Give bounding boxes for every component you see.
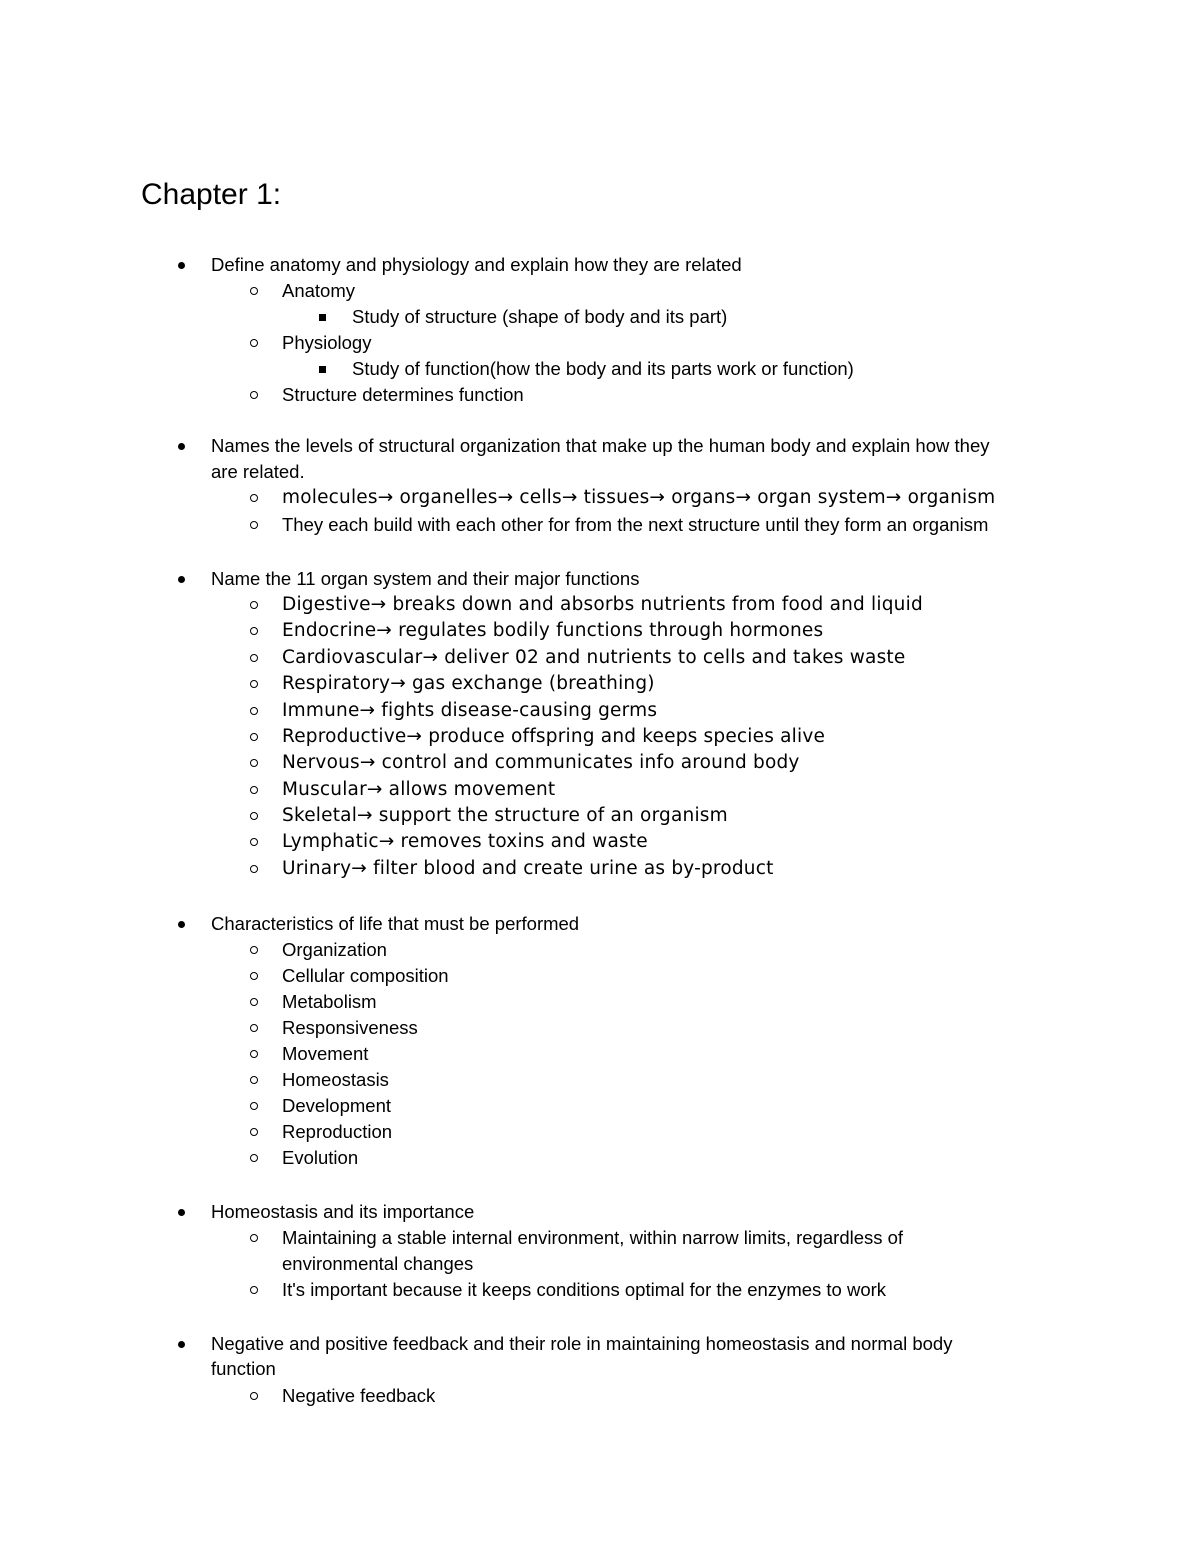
- list-item: Respiratory→ gas exchange (breathing): [282, 671, 655, 697]
- circle-bullet-icon: [250, 1024, 258, 1032]
- circle-bullet-icon: [250, 733, 258, 741]
- section-heading: Negative and positive feedback and their role in maintaining homeostasis and normal body: [211, 1331, 952, 1357]
- list-item: Anatomy: [282, 278, 355, 304]
- list-item: Reproduction: [282, 1119, 392, 1145]
- list-item: Responsiveness: [282, 1015, 418, 1041]
- list-item: Homeostasis: [282, 1067, 389, 1093]
- page-title: Chapter 1:: [141, 178, 282, 211]
- list-item: Cardiovascular→ deliver 02 and nutrients to cells and takes waste: [282, 645, 905, 671]
- circle-bullet-icon: [250, 680, 258, 688]
- circle-bullet-icon: [250, 1234, 258, 1242]
- circle-bullet-icon: [250, 521, 258, 529]
- disc-bullet-icon: [178, 576, 185, 583]
- list-item: Maintaining a stable internal environment, within narrow limits, regardless of: [282, 1225, 903, 1251]
- list-item: Lymphatic→ removes toxins and waste: [282, 829, 648, 855]
- square-bullet-icon: [319, 366, 326, 373]
- section-heading: Homeostasis and its importance: [211, 1199, 474, 1225]
- circle-bullet-icon: [250, 838, 258, 846]
- circle-bullet-icon: [250, 1050, 258, 1058]
- circle-bullet-icon: [250, 812, 258, 820]
- list-item: Reproductive→ produce offspring and keeps species alive: [282, 724, 825, 750]
- list-item: Organization: [282, 937, 387, 963]
- circle-bullet-icon: [250, 287, 258, 295]
- sub-list-item: Study of structure (shape of body and its part): [352, 304, 727, 330]
- section-heading: Name the 11 organ system and their major functions: [211, 566, 639, 592]
- list-item: Cellular composition: [282, 963, 449, 989]
- circle-bullet-icon: [250, 494, 258, 502]
- section-heading: Names the levels of structural organization that make up the human body and explain how they: [211, 433, 989, 459]
- circle-bullet-icon: [250, 759, 258, 767]
- sub-list-item: Study of function(how the body and its parts work or function): [352, 356, 854, 382]
- section-heading-continued: are related.: [211, 461, 305, 482]
- list-item: Evolution: [282, 1145, 358, 1171]
- circle-bullet-icon: [250, 1286, 258, 1294]
- list-item: Physiology: [282, 330, 371, 356]
- list-item-continued: environmental changes: [282, 1253, 474, 1274]
- list-item: Negative feedback: [282, 1383, 435, 1409]
- circle-bullet-icon: [250, 391, 258, 399]
- list-item: Structure determines function: [282, 382, 524, 408]
- square-bullet-icon: [319, 314, 326, 321]
- circle-bullet-icon: [250, 627, 258, 635]
- list-item: Urinary→ filter blood and create urine as by-product: [282, 856, 774, 882]
- section-heading-continued: function: [211, 1358, 276, 1379]
- circle-bullet-icon: [250, 339, 258, 347]
- list-item: Skeletal→ support the structure of an organism: [282, 803, 728, 829]
- list-item: Nervous→ control and communicates info around body: [282, 750, 800, 776]
- circle-bullet-icon: [250, 707, 258, 715]
- circle-bullet-icon: [250, 1128, 258, 1136]
- list-item: Metabolism: [282, 989, 377, 1015]
- circle-bullet-icon: [250, 786, 258, 794]
- disc-bullet-icon: [178, 1209, 185, 1216]
- disc-bullet-icon: [178, 1341, 185, 1348]
- circle-bullet-icon: [250, 1102, 258, 1110]
- circle-bullet-icon: [250, 1392, 258, 1400]
- list-item: Digestive→ breaks down and absorbs nutrients from food and liquid: [282, 592, 923, 618]
- section-heading: Characteristics of life that must be performed: [211, 911, 579, 937]
- list-item: It's important because it keeps conditions optimal for the enzymes to work: [282, 1277, 886, 1303]
- list-item: Muscular→ allows movement: [282, 777, 555, 803]
- list-item: They each build with each other for from the next structure until they form an organism: [282, 512, 988, 538]
- circle-bullet-icon: [250, 865, 258, 873]
- disc-bullet-icon: [178, 443, 185, 450]
- circle-bullet-icon: [250, 1076, 258, 1084]
- circle-bullet-icon: [250, 998, 258, 1006]
- list-item: Endocrine→ regulates bodily functions through hormones: [282, 618, 823, 644]
- circle-bullet-icon: [250, 946, 258, 954]
- list-item: Immune→ fights disease-causing germs: [282, 698, 657, 724]
- circle-bullet-icon: [250, 601, 258, 609]
- list-item: Movement: [282, 1041, 368, 1067]
- disc-bullet-icon: [178, 262, 185, 269]
- list-item: Development: [282, 1093, 391, 1119]
- circle-bullet-icon: [250, 1154, 258, 1162]
- circle-bullet-icon: [250, 654, 258, 662]
- list-item: molecules→ organelles→ cells→ tissues→ organs→ organ system→ organism: [282, 485, 995, 511]
- circle-bullet-icon: [250, 972, 258, 980]
- disc-bullet-icon: [178, 921, 185, 928]
- section-heading: Define anatomy and physiology and explain how they are related: [211, 252, 742, 278]
